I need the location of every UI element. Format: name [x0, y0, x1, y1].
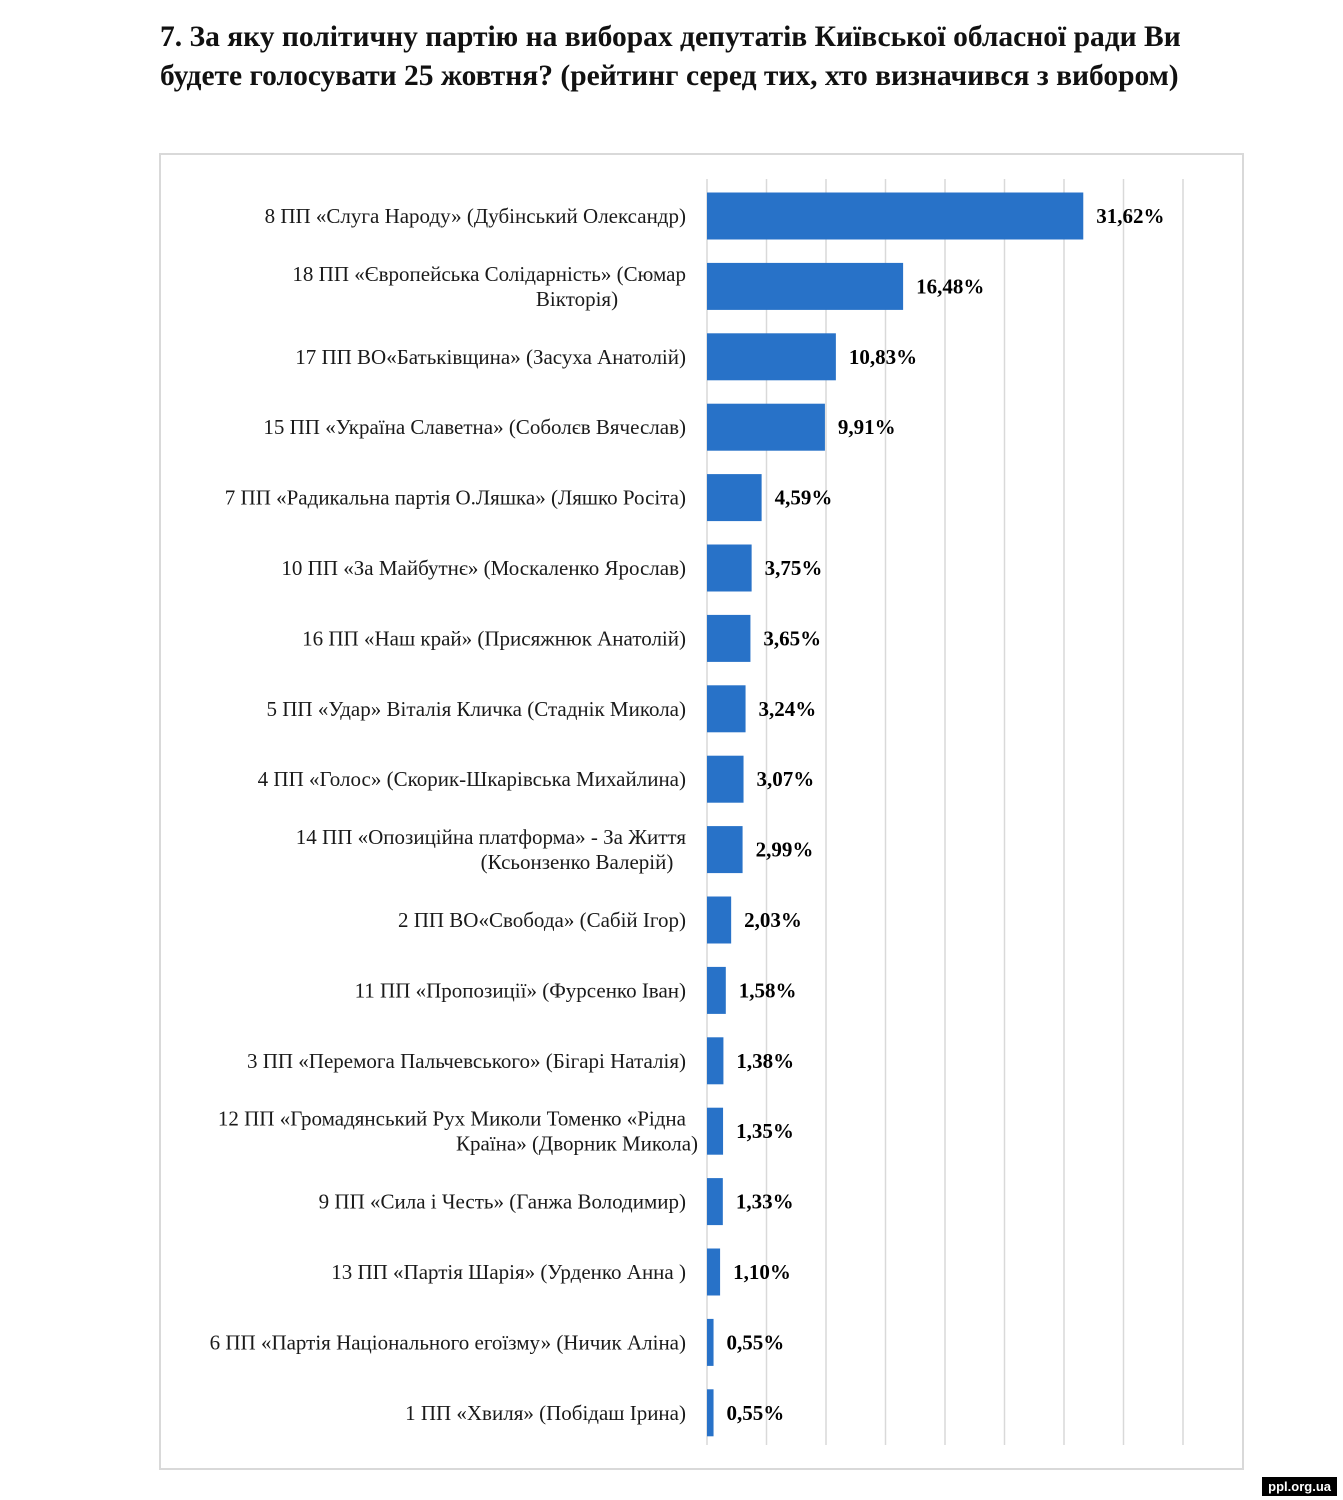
data-label: 1,38% [736, 1048, 795, 1073]
data-label: 16,48% [916, 274, 985, 299]
category-label: 7 ПП «Радикальна партія О.Ляшка» (Ляшко Росіта) [224, 485, 686, 510]
bar [707, 685, 746, 732]
category-label: 6 ПП «Партія Національного егоїзму» (Ничик Аліна) [209, 1330, 686, 1355]
category-label: 14 ПП «Опозиційна платформа» - За Життя [295, 825, 686, 850]
bar [707, 474, 762, 521]
bar [707, 615, 750, 662]
category-label: 16 ПП «Наш край» (Присяжнюк Анатолій) [302, 626, 686, 651]
category-label: Країна» (Дворник Микола) [455, 1131, 699, 1156]
category-label: 11 ПП «Пропозиції» (Фурсенко Іван) [354, 978, 686, 1003]
data-label: 9,91% [837, 415, 896, 440]
data-label: 1,35% [736, 1119, 794, 1144]
data-label: 0,55% [726, 1330, 785, 1355]
category-label: 17 ПП ВО«Батьківщина» (Засуха Анатолій) [295, 344, 686, 369]
data-label: 0,55% [726, 1400, 785, 1425]
bar [707, 1178, 723, 1225]
bar [707, 193, 1083, 240]
bar [707, 1108, 723, 1155]
data-label: 31,62% [1096, 204, 1165, 228]
bar [707, 1319, 714, 1366]
category-label: (Ксьонзенко Валерій) [480, 850, 674, 875]
bar [707, 826, 743, 873]
data-label: 2,03% [744, 908, 802, 932]
data-label: 3,65% [763, 626, 822, 651]
category-label: Вікторія) [535, 286, 619, 311]
category-label: 12 ПП «Громадянський Рух Миколи Томенко «Рідна [217, 1106, 686, 1131]
bar [707, 404, 825, 451]
category-label: 4 ПП «Голос» (Скорик-Шкарівська Михайлина) [257, 767, 686, 792]
bar [707, 263, 903, 310]
category-label: 8 ПП «Слуга Народу» (Дубінський Олександр) [264, 204, 686, 228]
category-label: 5 ПП «Удар» Віталія Кличка (Стаднік Микола) [266, 696, 686, 721]
watermark: ppl.org.ua [1262, 1477, 1337, 1496]
data-label: 3,75% [764, 556, 823, 580]
category-label: 10 ПП «За Майбутнє» (Москаленко Ярослав) [281, 556, 686, 580]
chart-title: 7. За яку політичну партію на виборах депутатів Київської обласної ради Ви будете голосувати 25 жовтня? (рейтинг серед тих, хто визначився з вибором) [160, 21, 1181, 92]
bar [707, 1037, 723, 1084]
category-label: 3 ПП «Перемога Пальчевського» (Бігарі Наталія) [246, 1048, 686, 1073]
data-label: 3,24% [758, 696, 817, 721]
category-label: 9 ПП «Сила і Честь» (Ганжа Володимир) [318, 1189, 686, 1214]
category-label: 1 ПП «Хвиля» (Побідаш Ірина) [405, 1400, 686, 1425]
data-label: 4,59% [774, 485, 833, 510]
category-label: 2 ПП ВО«Свобода» (Сабій Ігор) [397, 908, 686, 932]
data-label: 10,83% [848, 344, 918, 369]
category-label: 15 ПП «Україна Славетна» (Соболєв Вячеслав) [263, 415, 686, 440]
bar [707, 545, 752, 592]
bar [707, 967, 726, 1014]
data-label: 2,99% [755, 837, 814, 862]
category-label: 13 ПП «Партія Шарія» (Урденко Анна ) [331, 1260, 686, 1284]
bar [707, 1249, 720, 1296]
category-label: 18 ПП «Європейська Солідарність» (Сюмар [292, 261, 686, 286]
data-label: 3,07% [756, 767, 815, 792]
data-label: 1,58% [738, 978, 797, 1003]
data-label: 1,10% [733, 1260, 791, 1284]
bar [707, 897, 731, 944]
data-label: 1,33% [735, 1189, 794, 1214]
chart-area [159, 153, 1244, 1470]
bar-chart [161, 155, 1242, 1468]
bar [707, 333, 836, 380]
bar [707, 1389, 714, 1436]
bar [707, 756, 744, 803]
